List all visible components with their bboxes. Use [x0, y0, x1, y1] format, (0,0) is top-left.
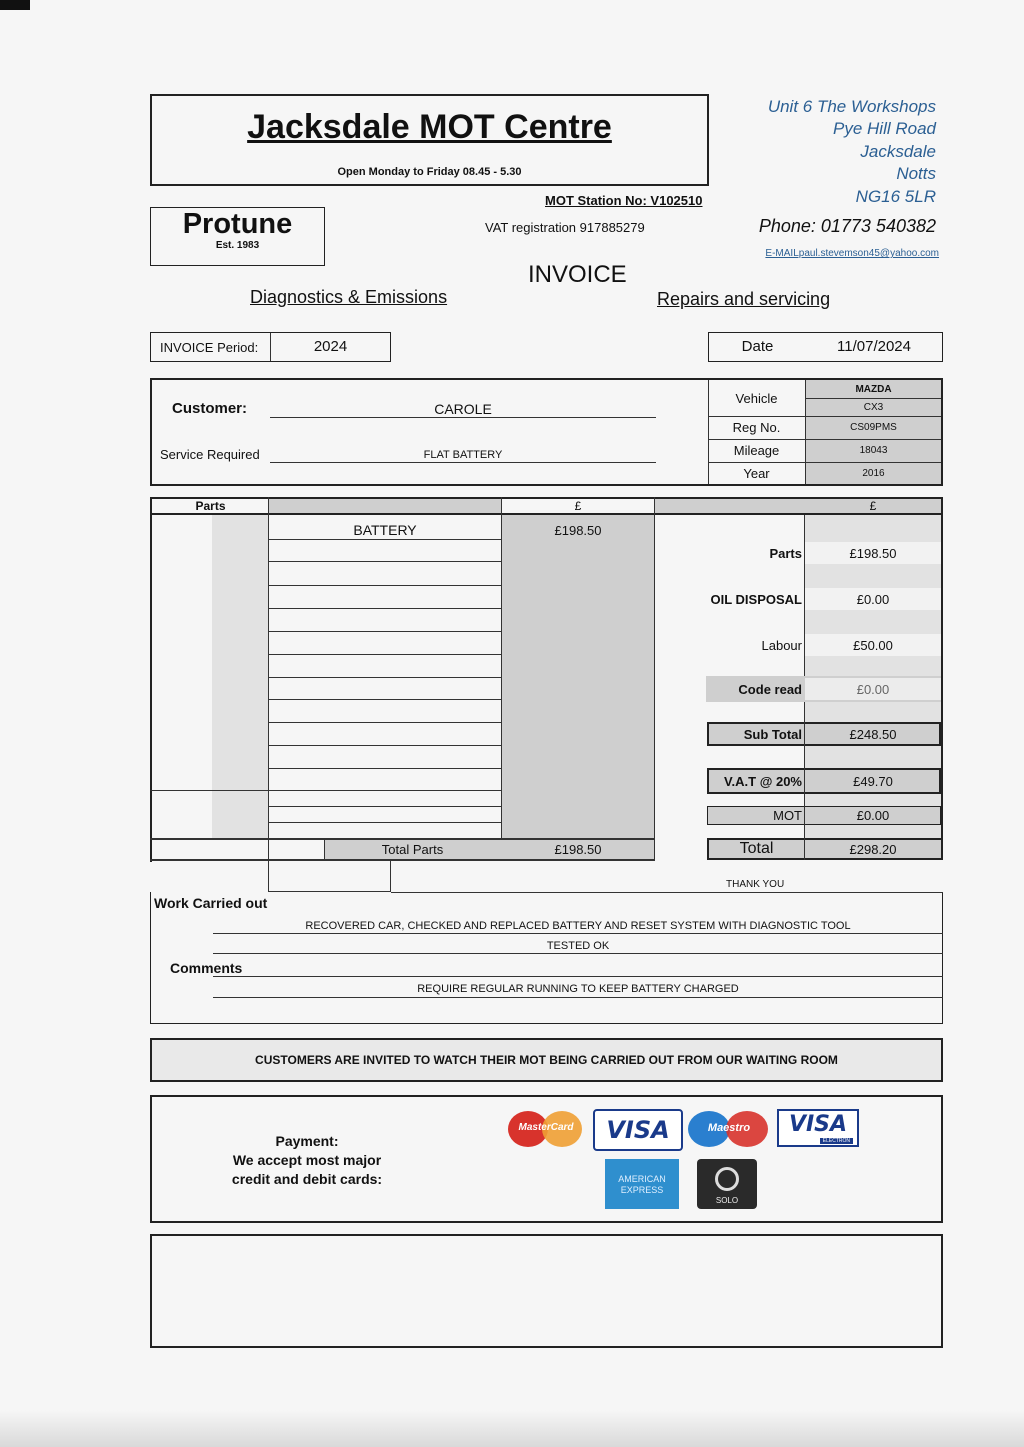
opening-hours: Open Monday to Friday 08.45 - 5.30	[337, 166, 522, 178]
address-line: Notts	[896, 164, 936, 183]
notice-text: CUSTOMERS ARE INVITED TO WATCH THEIR MOT BEING CARRIED OUT FROM OUR WAITING ROOM	[255, 1053, 838, 1067]
payment-line-2: credit and debit cards:	[231, 1171, 383, 1187]
invoice-period-value: 2024	[313, 338, 348, 355]
vat-label: V.A.T @ 20%	[724, 773, 802, 789]
year-label: Year	[743, 465, 770, 481]
total-parts-label: Total Parts	[381, 842, 444, 857]
vat-value: £49.70	[853, 773, 893, 789]
invoice-period-label: INVOICE Period:	[160, 340, 259, 355]
vehicle-make: MAZDA	[855, 383, 892, 395]
solo-text: SOLO	[715, 1196, 739, 1205]
scan-shadow	[0, 1410, 1024, 1447]
reg-value: CS09PMS	[850, 422, 897, 433]
summary-parts-label: Parts	[769, 545, 802, 561]
maestro-text: Maestro	[707, 1122, 751, 1134]
work-line-2: TESTED OK	[546, 940, 610, 952]
amex-text-1: AMERICAN	[618, 1174, 666, 1184]
business-name: Jacksdale MOT Centre	[247, 108, 612, 146]
customer-vehicle-box	[150, 378, 943, 486]
visa-text: VISA	[606, 1116, 670, 1144]
code-read-label: Code read	[738, 681, 802, 697]
sub-total-label: Sub Total	[743, 726, 802, 742]
business-name-box	[150, 94, 709, 186]
invoice-date-box	[708, 332, 943, 362]
labour-label: Labour	[761, 637, 802, 653]
corner-mark	[0, 0, 30, 10]
customer-name: CAROLE	[434, 401, 492, 417]
comment-line-1: REQUIRE REGULAR RUNNING TO KEEP BATTERY CHARGED	[417, 983, 739, 995]
american-express-logo-icon	[605, 1159, 679, 1209]
mastercard-logo-icon	[508, 1111, 584, 1147]
visa-logo-icon	[593, 1109, 683, 1151]
service-required-value: FLAT BATTERY	[423, 449, 503, 461]
address-line: Jacksdale	[860, 142, 936, 161]
service-repairs: Repairs and servicing	[657, 289, 831, 309]
parts-currency-header: £	[574, 499, 582, 513]
date-label: Date	[741, 338, 774, 355]
total-value: £298.20	[849, 841, 897, 857]
work-carried-out-box	[150, 892, 943, 1024]
oil-disposal-label: OIL DISPOSAL	[710, 591, 802, 607]
invoice-period-box	[150, 332, 391, 362]
comments-heading: Comments	[170, 960, 243, 976]
customer-label: Customer:	[172, 400, 248, 417]
summary-currency-header: £	[869, 499, 877, 513]
invoice-title: INVOICE	[528, 261, 627, 288]
total-label: Total	[739, 840, 774, 857]
code-read-value: £0.00	[805, 678, 941, 700]
part-description: BATTERY	[353, 522, 417, 538]
reg-label: Reg No.	[732, 420, 781, 435]
summary-parts-value: £198.50	[805, 542, 941, 564]
address-line: Pye Hill Road	[833, 119, 936, 138]
oil-disposal-value: £0.00	[805, 588, 941, 610]
mot-waiting-room-notice	[150, 1038, 943, 1082]
mot-value: £0.00	[856, 808, 890, 823]
part-price: £198.50	[554, 522, 602, 538]
amex-text-2: EXPRESS	[620, 1185, 664, 1195]
maestro-logo-icon	[688, 1111, 770, 1147]
date-value: 11/07/2024	[837, 338, 911, 355]
phone-number: Phone: 01773 540382	[758, 216, 936, 236]
parts-header: Parts	[195, 499, 226, 513]
payment-heading: Payment:	[275, 1133, 339, 1149]
address-line: NG16 5LR	[855, 187, 936, 206]
blank-notes-box	[150, 1234, 943, 1348]
service-diagnostics: Diagnostics & Emissions	[250, 287, 448, 307]
vat-registration: VAT registration 917885279	[485, 220, 645, 235]
thank-you: THANK YOU	[726, 879, 785, 890]
address-line: Unit 6 The Workshops	[767, 97, 936, 116]
email-address[interactable]: E-MAILpaul.stevemson45@yahoo.com	[765, 248, 939, 259]
payment-box	[150, 1095, 943, 1223]
brand-name: Protune	[182, 208, 293, 240]
visa-electron-text: VISA	[788, 1112, 848, 1137]
mileage-label: Mileage	[733, 443, 780, 458]
service-required-label: Service Required	[160, 447, 260, 462]
mot-label: MOT	[773, 808, 802, 823]
protune-logo	[150, 207, 325, 266]
labour-value: £50.00	[805, 634, 941, 656]
mot-station-number: MOT Station No: V102510	[545, 193, 703, 208]
work-carried-out-heading: Work Carried out	[154, 895, 268, 911]
payment-line-1: We accept most major	[232, 1152, 382, 1168]
mastercard-text: MasterCard	[518, 1122, 574, 1133]
electron-text: ELECTRON	[820, 1138, 853, 1144]
sub-total-value: £248.50	[849, 726, 897, 742]
work-line-1: RECOVERED CAR, CHECKED AND REPLACED BATTERY AND RESET SYSTEM WITH DIAGNOSTIC TOOL	[305, 920, 851, 932]
total-parts-value: £198.50	[554, 842, 602, 857]
mileage-value: 18043	[859, 445, 888, 456]
vehicle-label: Vehicle	[735, 390, 778, 406]
brand-established: Est. 1983	[215, 240, 260, 251]
year-value: 2016	[862, 467, 885, 479]
vehicle-model: CX3	[863, 401, 884, 413]
solo-logo-icon	[697, 1159, 757, 1209]
visa-electron-logo-icon	[777, 1109, 859, 1147]
